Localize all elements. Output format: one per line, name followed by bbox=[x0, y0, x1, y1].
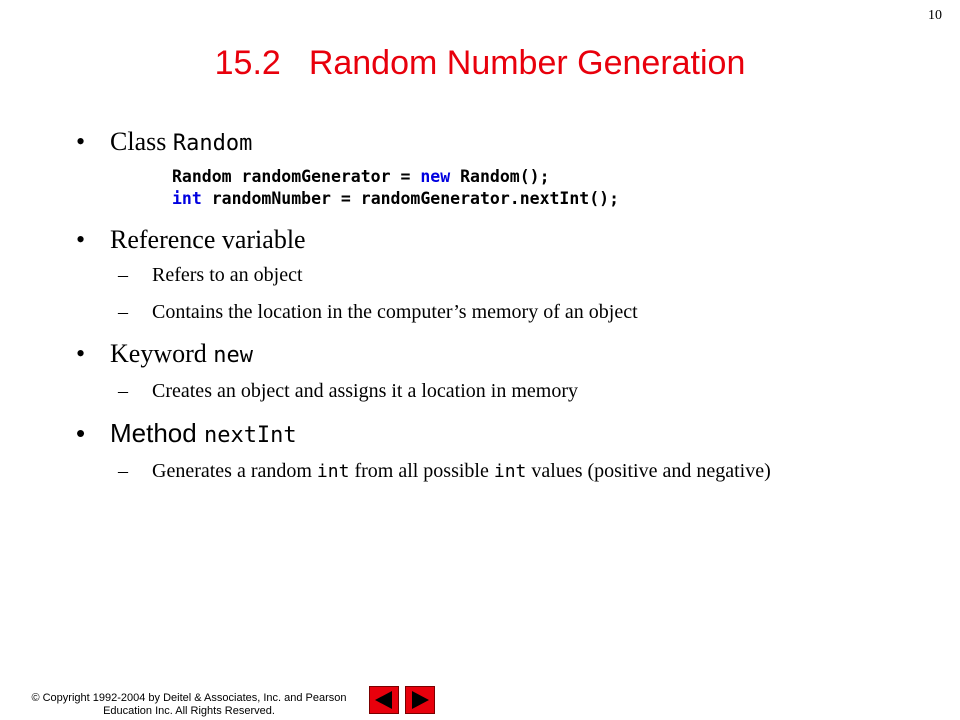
bullet-keyword-new bbox=[72, 336, 932, 374]
sub-bullet-refers-text: Refers to an object bbox=[152, 264, 303, 286]
sub-bullet-generates-p1: Generates a random bbox=[152, 460, 317, 482]
bullet-class-text: Class bbox=[110, 127, 173, 156]
sub-bullet-generates-code2: int bbox=[493, 461, 527, 482]
code-line-1 bbox=[172, 166, 932, 188]
slide-content bbox=[72, 124, 932, 496]
page-number: 10 bbox=[928, 8, 942, 23]
section-number: 15.2 bbox=[214, 44, 281, 82]
bullet-method-text: Method bbox=[110, 418, 204, 448]
slide-title bbox=[0, 44, 960, 83]
arrow-left-icon bbox=[370, 687, 398, 713]
copyright-line-2: Education Inc. All Rights Reserved. bbox=[103, 705, 275, 717]
sub-bullet-generates-p2: from all possible bbox=[349, 460, 494, 482]
bullet-keyword-code: new bbox=[213, 343, 254, 368]
code-line-2 bbox=[172, 188, 932, 210]
bullet-class-code: Random bbox=[172, 131, 253, 156]
sub-bullet-generates-code1: int bbox=[316, 461, 350, 482]
sub-bullet-generates-p3: values (positive and negative) bbox=[526, 460, 771, 482]
copyright-footer bbox=[14, 692, 364, 718]
sub-bullet-generates: – Generates a random int from all possible int values (positive and negative) bbox=[118, 460, 771, 482]
sub-bullet-creates: – Creates an object and assigns it a location in memory bbox=[118, 380, 578, 402]
sub-bullet-contains: – Contains the location in the computer’s memory of an object bbox=[118, 301, 638, 323]
bullet-reference-variable: • Reference variable bbox=[72, 222, 932, 258]
code-keyword-new: new bbox=[420, 167, 451, 186]
bullet-keyword-text: Keyword bbox=[110, 339, 214, 368]
sub-bullet-contains-text: Contains the location in the computer’s memory of an object bbox=[152, 301, 638, 323]
code-block bbox=[72, 166, 932, 210]
bullet-method-code: nextInt bbox=[203, 423, 297, 448]
arrow-right-icon bbox=[406, 687, 434, 713]
bullet-class-random bbox=[72, 124, 932, 162]
code-keyword-int: int bbox=[172, 189, 202, 208]
code-line-2-b: randomNumber = randomGenerator.nextInt(); bbox=[201, 189, 620, 208]
next-slide-button[interactable] bbox=[405, 686, 435, 714]
sub-bullet-refers: – Refers to an object bbox=[118, 264, 303, 286]
section-title: Random Number Generation bbox=[308, 44, 746, 82]
previous-slide-button[interactable] bbox=[369, 686, 399, 714]
copyright-line-1: © Copyright 1992-2004 by Deitel & Associates, Inc. and Pearson bbox=[31, 692, 347, 704]
sub-bullet-creates-text: Creates an object and assigns it a location in memory bbox=[152, 380, 578, 402]
code-line-1-b: Random(); bbox=[450, 167, 550, 186]
code-line-1-a: Random randomGenerator = bbox=[172, 167, 421, 186]
bullet-method-nextint bbox=[72, 415, 932, 454]
